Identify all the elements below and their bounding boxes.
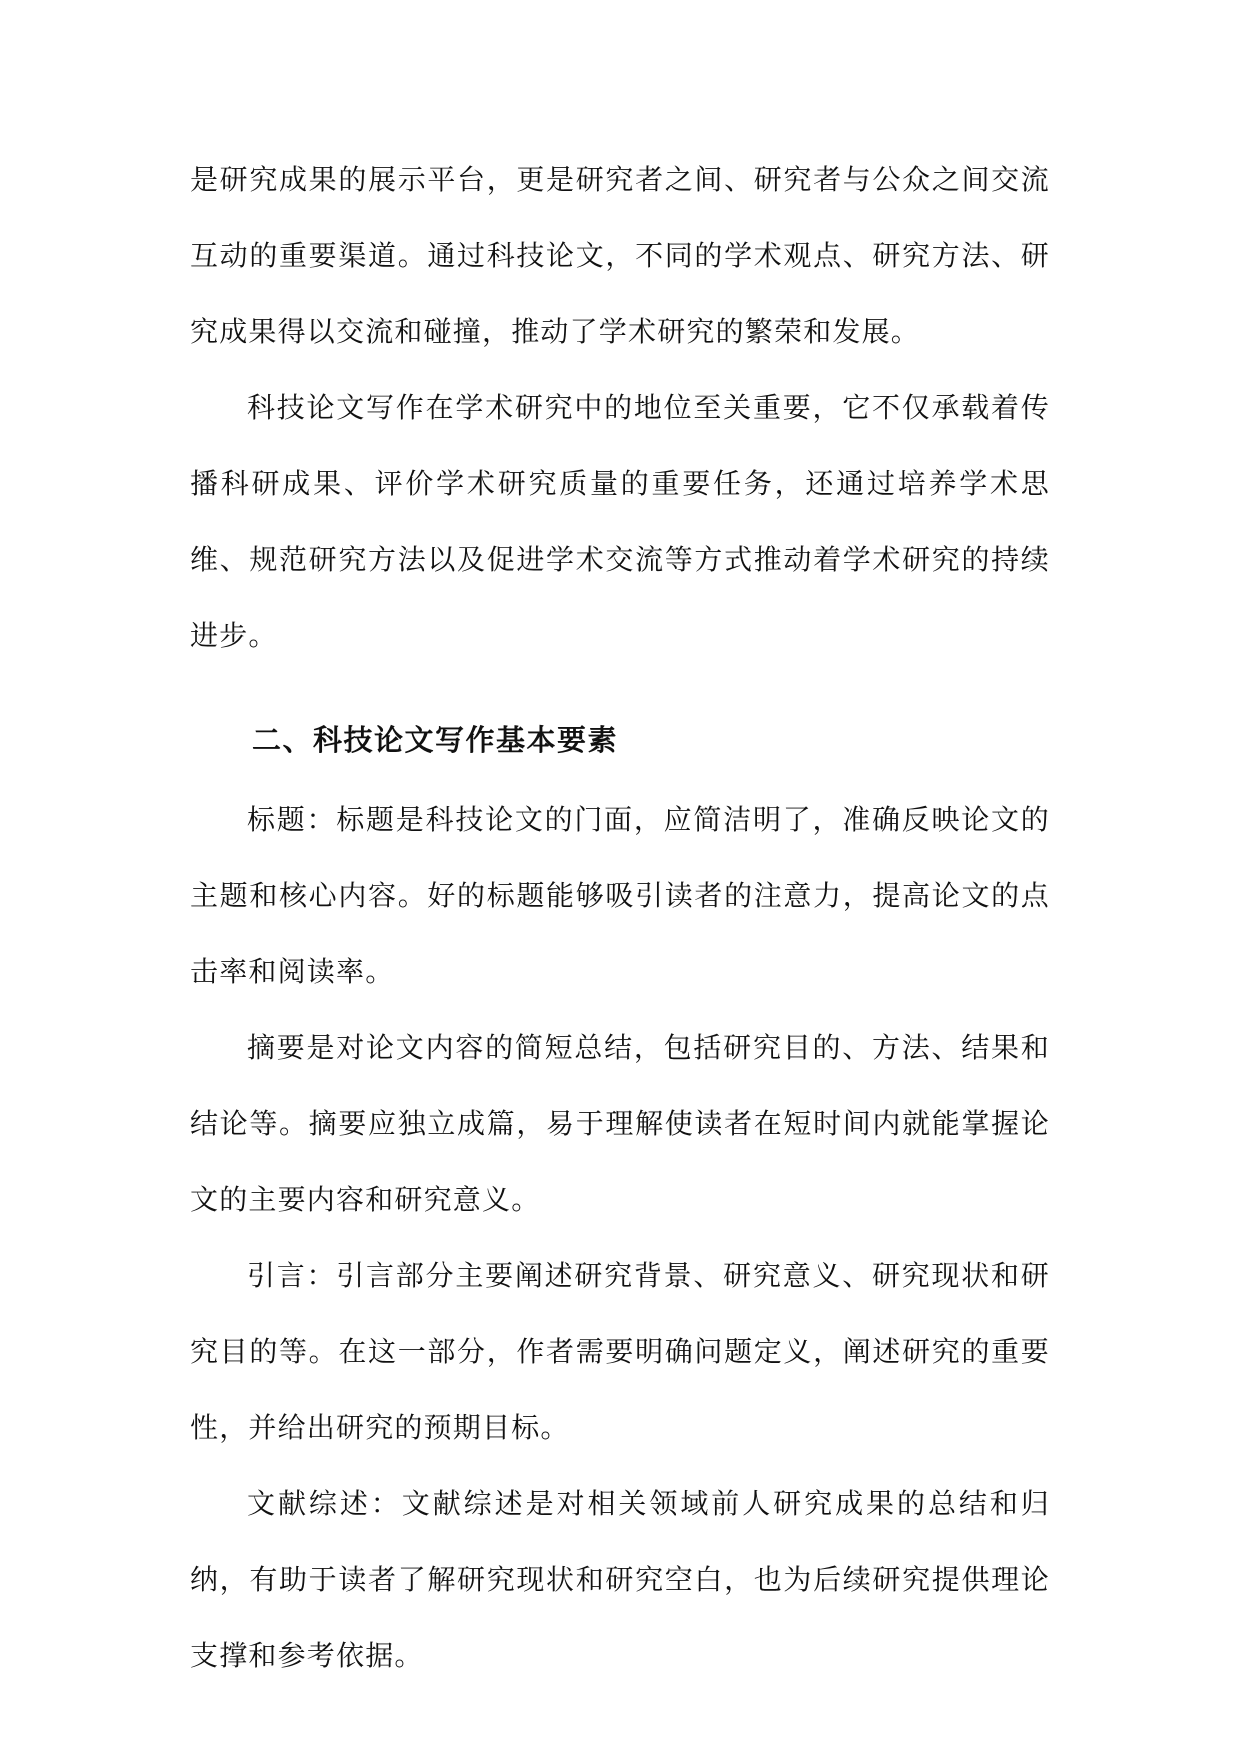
document-body (190, 142, 1050, 1694)
paragraph-literature-review-element: 文献综述：文献综述是对相关领域前人研究成果的总结和归纳，有助于读者了解研究现状和研究空白，也为后续研究提供理论支撑和参考依据。 (190, 1487, 1050, 1672)
paragraph-title-element: 标题：标题是科技论文的门面，应简洁明了，准确反映论文的主题和核心内容。好的标题能够吸引读者的注意力，提高论文的点击率和阅读率。 (190, 803, 1050, 988)
paragraph-importance: 科技论文写作在学术研究中的地位至关重要，它不仅承载着传播科研成果、评价学术研究质量的重要任务，还通过培养学术思维、规范研究方法以及促进学术交流等方式推动着学术研究的持续进步。 (190, 391, 1050, 652)
paragraph-introduction-element: 引言：引言部分主要阐述研究背景、研究意义、研究现状和研究目的等。在这一部分，作者需要明确问题定义，阐述研究的重要性，并给出研究的预期目标。 (190, 1259, 1050, 1444)
paragraph-intro-continued: 是研究成果的展示平台，更是研究者之间、研究者与公众之间交流互动的重要渠道。通过科技论文，不同的学术观点、研究方法、研究成果得以交流和碰撞，推动了学术研究的繁荣和发展。 (190, 163, 1050, 348)
section-heading: 二、科技论文写作基本要素 (252, 723, 619, 757)
paragraph-abstract-element: 摘要是对论文内容的简短总结，包括研究目的、方法、结果和结论等。摘要应独立成篇，易于理解使读者在短时间内就能掌握论文的主要内容和研究意义。 (190, 1031, 1050, 1216)
